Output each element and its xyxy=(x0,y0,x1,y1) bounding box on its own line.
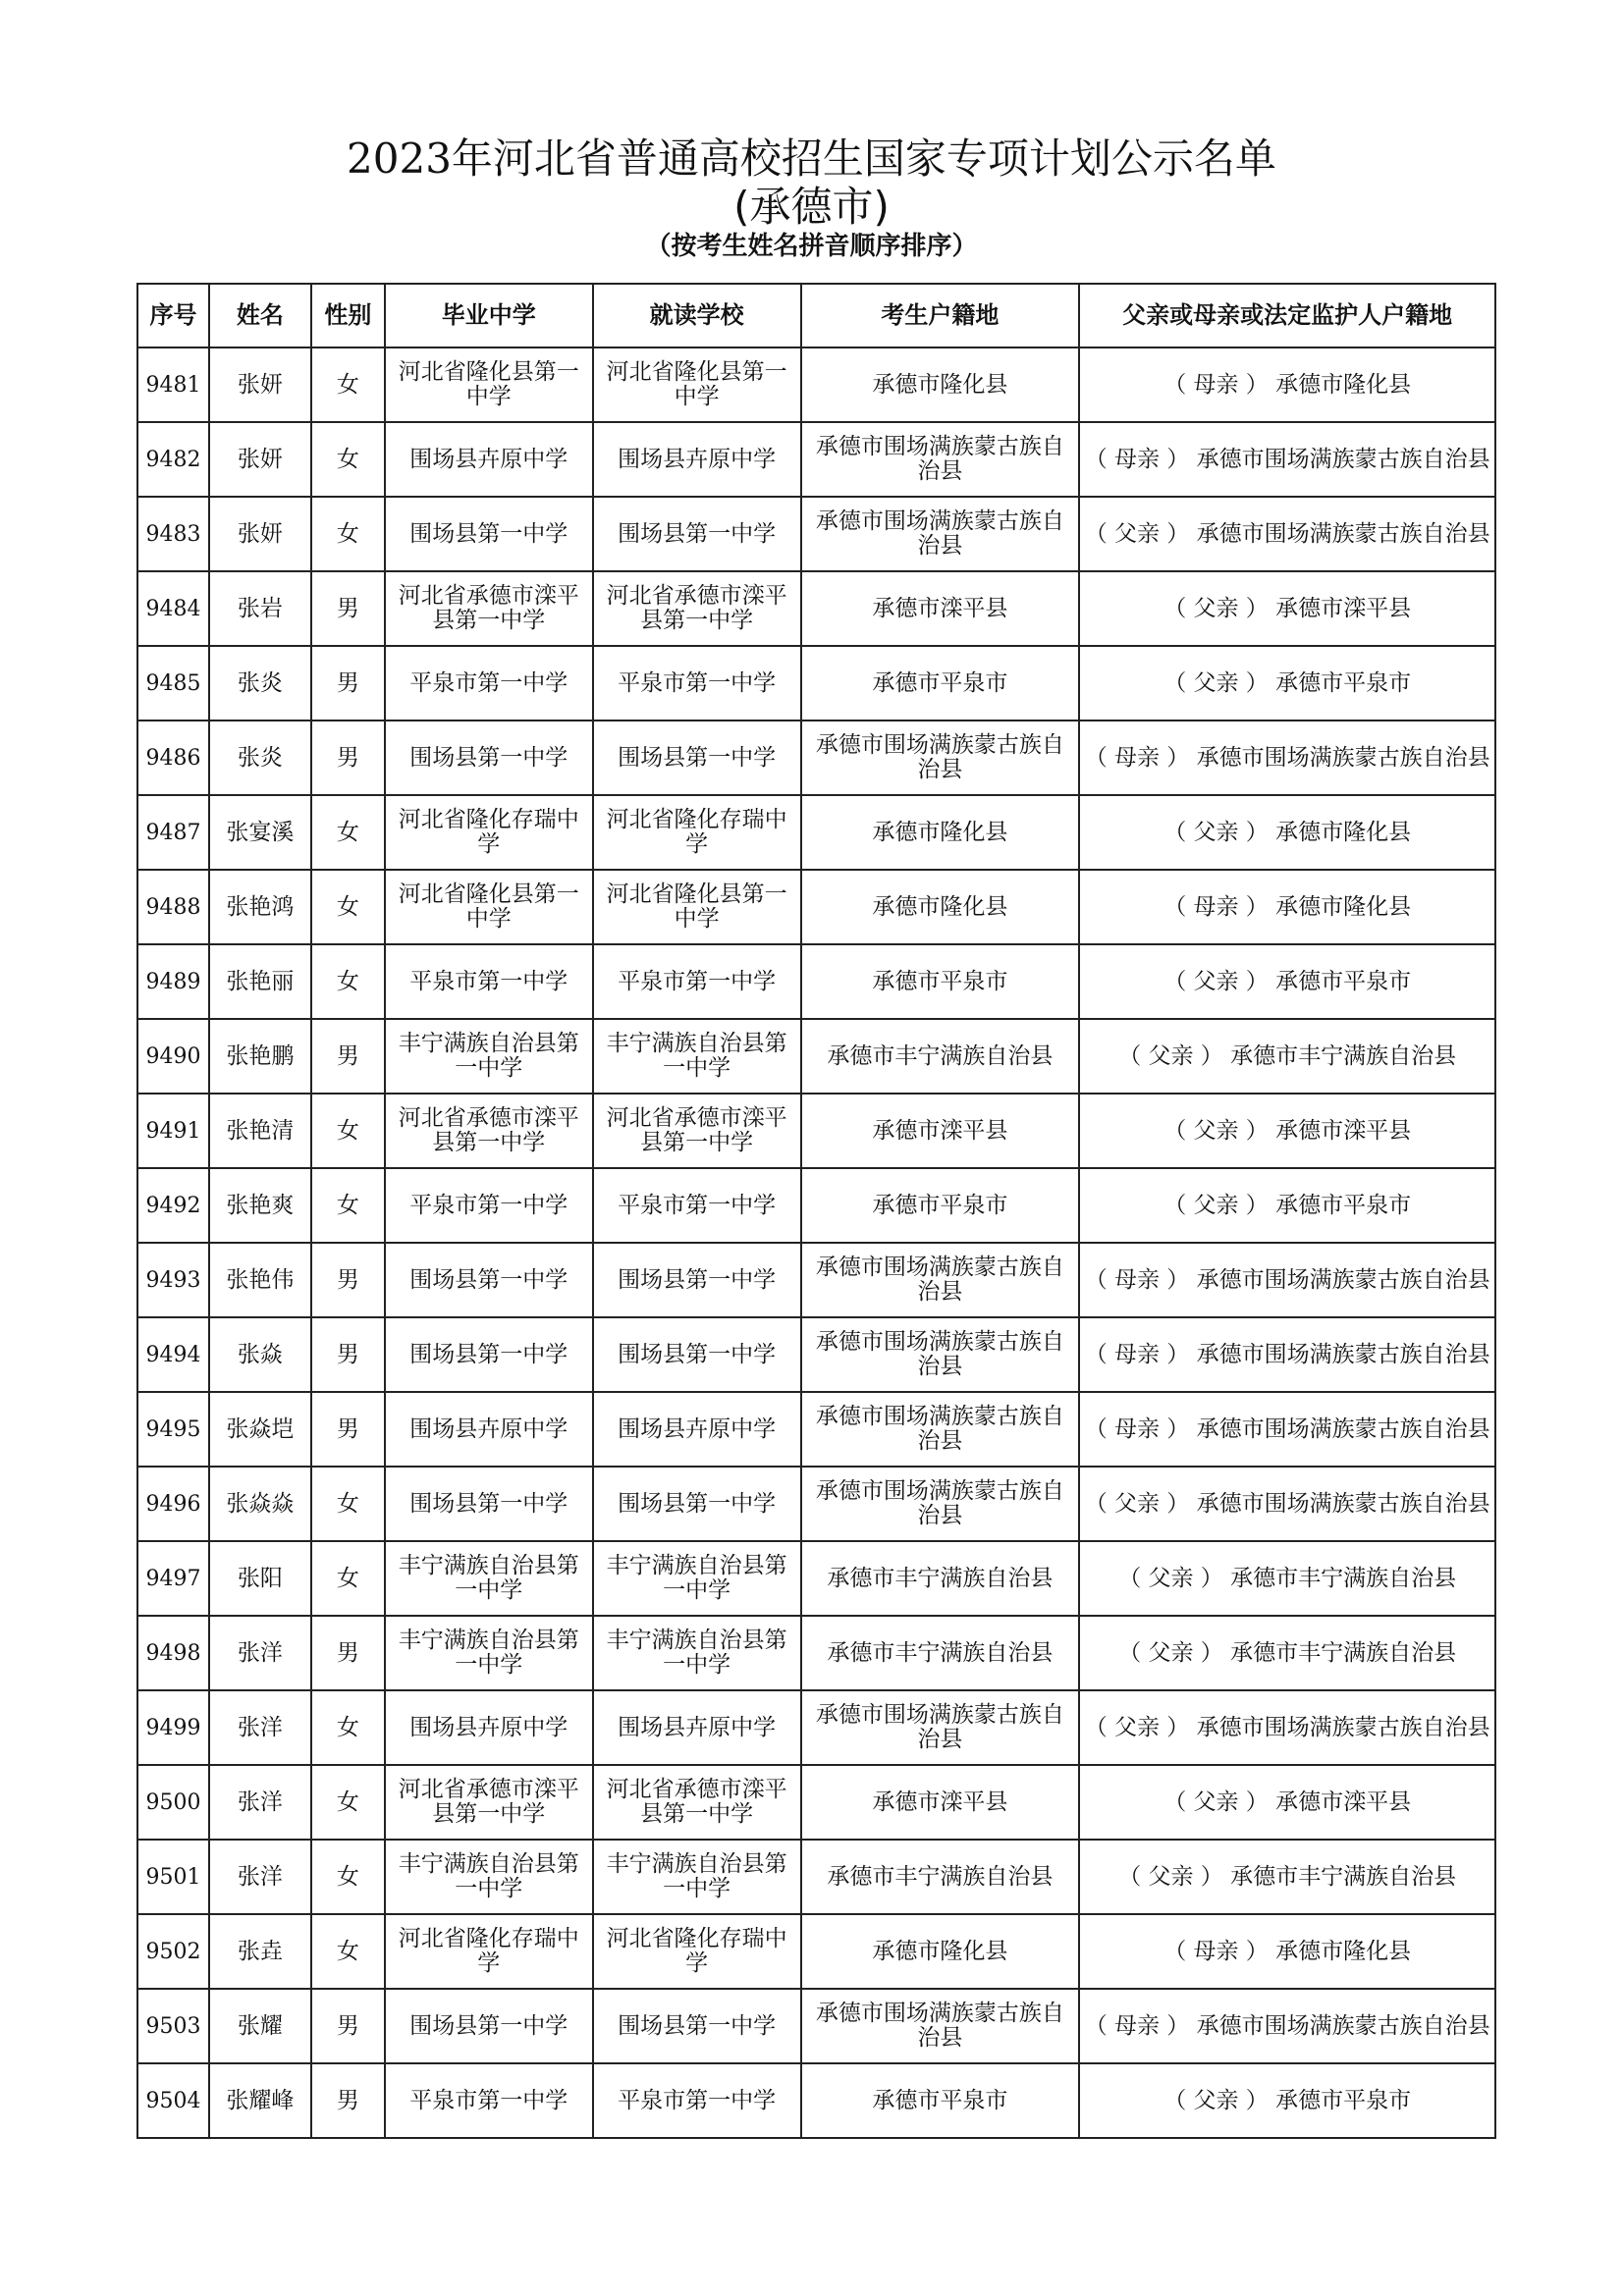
examinee-hukou-cell: 承德市滦平县 xyxy=(801,1094,1080,1168)
examinee-hukou-cell: 承德市隆化县 xyxy=(801,795,1080,870)
name-cell: 张妍 xyxy=(209,347,311,422)
gender-cell: 男 xyxy=(311,1989,385,2063)
gender-cell: 男 xyxy=(311,1243,385,1317)
seq-cell: 9499 xyxy=(137,1690,209,1765)
table-row xyxy=(137,1616,1495,1690)
guardian-hukou-cell: （ 母亲 ） 承德市隆化县 xyxy=(1079,870,1495,944)
table-row xyxy=(137,1243,1495,1317)
guardian-hukou-cell: （ 父亲 ） 承德市平泉市 xyxy=(1079,944,1495,1019)
current-school-cell: 丰宁满族自治县第一中学 xyxy=(593,1840,801,1914)
graduation-school-cell: 河北省隆化县第一中学 xyxy=(385,347,593,422)
graduation-school-cell: 围场县第一中学 xyxy=(385,721,593,795)
name-cell: 张阳 xyxy=(209,1541,311,1616)
guardian-hukou-cell: （ 父亲 ） 承德市丰宁满族自治县 xyxy=(1079,1616,1495,1690)
guardian-hukou-cell: （ 父亲 ） 承德市围场满族蒙古族自治县 xyxy=(1079,1690,1495,1765)
guardian-hukou-cell: （ 父亲 ） 承德市滦平县 xyxy=(1079,571,1495,646)
graduation-school-cell: 平泉市第一中学 xyxy=(385,944,593,1019)
table-row xyxy=(137,1019,1495,1094)
examinee-hukou-cell: 承德市丰宁满族自治县 xyxy=(801,1616,1080,1690)
examinee-hukou-cell: 承德市围场满族蒙古族自治县 xyxy=(801,1243,1080,1317)
graduation-school-cell: 河北省承德市滦平县第一中学 xyxy=(385,571,593,646)
name-cell: 张焱焱 xyxy=(209,1467,311,1541)
graduation-school-cell: 河北省承德市滦平县第一中学 xyxy=(385,1094,593,1168)
examinee-hukou-cell: 承德市隆化县 xyxy=(801,1914,1080,1989)
header-current-school: 就读学校 xyxy=(593,284,801,347)
examinee-hukou-cell: 承德市丰宁满族自治县 xyxy=(801,1019,1080,1094)
seq-cell: 9481 xyxy=(137,347,209,422)
table-row xyxy=(137,870,1495,944)
sort-note: （按考生姓名拼音顺序排序） xyxy=(645,232,978,261)
seq-cell: 9489 xyxy=(137,944,209,1019)
guardian-hukou-cell: （ 父亲 ） 承德市丰宁满族自治县 xyxy=(1079,1019,1495,1094)
table-row xyxy=(137,422,1495,497)
current-school-cell: 围场县卉原中学 xyxy=(593,1392,801,1467)
city-subtitle: (承德市) xyxy=(733,183,890,231)
current-school-cell: 河北省承德市滦平县第一中学 xyxy=(593,1765,801,1840)
table-body xyxy=(137,347,1495,2138)
graduation-school-cell: 丰宁满族自治县第一中学 xyxy=(385,1541,593,1616)
current-school-cell: 丰宁满族自治县第一中学 xyxy=(593,1019,801,1094)
current-school-cell: 围场县第一中学 xyxy=(593,1467,801,1541)
guardian-hukou-cell: （ 父亲 ） 承德市平泉市 xyxy=(1079,1168,1495,1243)
gender-cell: 男 xyxy=(311,1317,385,1392)
examinee-hukou-cell: 承德市围场满族蒙古族自治县 xyxy=(801,1690,1080,1765)
examinee-hukou-cell: 承德市围场满族蒙古族自治县 xyxy=(801,1317,1080,1392)
seq-cell: 9483 xyxy=(137,497,209,571)
current-school-cell: 河北省隆化存瑞中学 xyxy=(593,1914,801,1989)
header-examinee-hukou: 考生户籍地 xyxy=(801,284,1080,347)
name-cell: 张洋 xyxy=(209,1840,311,1914)
gender-cell: 女 xyxy=(311,1467,385,1541)
current-school-cell: 丰宁满族自治县第一中学 xyxy=(593,1541,801,1616)
header-guardian-hukou: 父亲或母亲或法定监护人户籍地 xyxy=(1079,284,1495,347)
name-cell: 张洋 xyxy=(209,1616,311,1690)
table-header-row xyxy=(137,284,1495,347)
guardian-hukou-cell: （ 母亲 ） 承德市围场满族蒙古族自治县 xyxy=(1079,422,1495,497)
name-cell: 张妍 xyxy=(209,497,311,571)
name-cell: 张焱垲 xyxy=(209,1392,311,1467)
examinee-hukou-cell: 承德市隆化县 xyxy=(801,870,1080,944)
examinee-hukou-cell: 承德市滦平县 xyxy=(801,1765,1080,1840)
name-cell: 张艳鸿 xyxy=(209,870,311,944)
graduation-school-cell: 丰宁满族自治县第一中学 xyxy=(385,1019,593,1094)
gender-cell: 女 xyxy=(311,1840,385,1914)
graduation-school-cell: 河北省隆化县第一中学 xyxy=(385,870,593,944)
current-school-cell: 河北省承德市滦平县第一中学 xyxy=(593,571,801,646)
graduation-school-cell: 河北省隆化存瑞中学 xyxy=(385,1914,593,1989)
table-row xyxy=(137,721,1495,795)
seq-cell: 9493 xyxy=(137,1243,209,1317)
current-school-cell: 平泉市第一中学 xyxy=(593,944,801,1019)
examinee-hukou-cell: 承德市平泉市 xyxy=(801,2063,1080,2138)
roster-table xyxy=(136,283,1496,2139)
name-cell: 张岩 xyxy=(209,571,311,646)
graduation-school-cell: 平泉市第一中学 xyxy=(385,2063,593,2138)
table-row xyxy=(137,1541,1495,1616)
graduation-school-cell: 河北省承德市滦平县第一中学 xyxy=(385,1765,593,1840)
gender-cell: 女 xyxy=(311,795,385,870)
examinee-hukou-cell: 承德市丰宁满族自治县 xyxy=(801,1840,1080,1914)
guardian-hukou-cell: （ 父亲 ） 承德市平泉市 xyxy=(1079,646,1495,721)
examinee-hukou-cell: 承德市平泉市 xyxy=(801,646,1080,721)
graduation-school-cell: 围场县卉原中学 xyxy=(385,422,593,497)
examinee-hukou-cell: 承德市围场满族蒙古族自治县 xyxy=(801,497,1080,571)
current-school-cell: 河北省隆化存瑞中学 xyxy=(593,795,801,870)
seq-cell: 9496 xyxy=(137,1467,209,1541)
graduation-school-cell: 平泉市第一中学 xyxy=(385,1168,593,1243)
table-row xyxy=(137,1317,1495,1392)
seq-cell: 9503 xyxy=(137,1989,209,2063)
table-row xyxy=(137,795,1495,870)
table-row xyxy=(137,1690,1495,1765)
guardian-hukou-cell: （ 父亲 ） 承德市隆化县 xyxy=(1079,795,1495,870)
guardian-hukou-cell: （ 母亲 ） 承德市围场满族蒙古族自治县 xyxy=(1079,1989,1495,2063)
table-row xyxy=(137,1989,1495,2063)
gender-cell: 男 xyxy=(311,571,385,646)
seq-cell: 9492 xyxy=(137,1168,209,1243)
seq-cell: 9494 xyxy=(137,1317,209,1392)
seq-cell: 9486 xyxy=(137,721,209,795)
name-cell: 张艳鹏 xyxy=(209,1019,311,1094)
header-name: 姓名 xyxy=(209,284,311,347)
current-school-cell: 河北省隆化县第一中学 xyxy=(593,347,801,422)
gender-cell: 男 xyxy=(311,1392,385,1467)
table-row xyxy=(137,347,1495,422)
header-graduation-school: 毕业中学 xyxy=(385,284,593,347)
current-school-cell: 围场县第一中学 xyxy=(593,1317,801,1392)
guardian-hukou-cell: （ 父亲 ） 承德市滦平县 xyxy=(1079,1765,1495,1840)
graduation-school-cell: 围场县第一中学 xyxy=(385,1243,593,1317)
examinee-hukou-cell: 承德市滦平县 xyxy=(801,571,1080,646)
seq-cell: 9490 xyxy=(137,1019,209,1094)
gender-cell: 男 xyxy=(311,721,385,795)
seq-cell: 9482 xyxy=(137,422,209,497)
name-cell: 张炎 xyxy=(209,646,311,721)
table-row xyxy=(137,2063,1495,2138)
gender-cell: 女 xyxy=(311,870,385,944)
name-cell: 张艳爽 xyxy=(209,1168,311,1243)
seq-cell: 9495 xyxy=(137,1392,209,1467)
graduation-school-cell: 丰宁满族自治县第一中学 xyxy=(385,1840,593,1914)
graduation-school-cell: 围场县第一中学 xyxy=(385,1989,593,2063)
current-school-cell: 围场县第一中学 xyxy=(593,721,801,795)
gender-cell: 女 xyxy=(311,944,385,1019)
current-school-cell: 围场县卉原中学 xyxy=(593,422,801,497)
seq-cell: 9485 xyxy=(137,646,209,721)
guardian-hukou-cell: （ 母亲 ） 承德市隆化县 xyxy=(1079,347,1495,422)
name-cell: 张艳清 xyxy=(209,1094,311,1168)
table-row xyxy=(137,571,1495,646)
table-row xyxy=(137,944,1495,1019)
seq-cell: 9484 xyxy=(137,571,209,646)
gender-cell: 女 xyxy=(311,1168,385,1243)
name-cell: 张耀峰 xyxy=(209,2063,311,2138)
seq-cell: 9502 xyxy=(137,1914,209,1989)
seq-cell: 9497 xyxy=(137,1541,209,1616)
gender-cell: 女 xyxy=(311,497,385,571)
seq-cell: 9487 xyxy=(137,795,209,870)
guardian-hukou-cell: （ 父亲 ） 承德市滦平县 xyxy=(1079,1094,1495,1168)
name-cell: 张洋 xyxy=(209,1765,311,1840)
graduation-school-cell: 围场县第一中学 xyxy=(385,1467,593,1541)
table-row xyxy=(137,646,1495,721)
name-cell: 张宴溪 xyxy=(209,795,311,870)
current-school-cell: 围场县第一中学 xyxy=(593,1243,801,1317)
header-seq: 序号 xyxy=(137,284,209,347)
gender-cell: 女 xyxy=(311,1914,385,1989)
seq-cell: 9488 xyxy=(137,870,209,944)
current-school-cell: 丰宁满族自治县第一中学 xyxy=(593,1616,801,1690)
gender-cell: 女 xyxy=(311,422,385,497)
table-row xyxy=(137,497,1495,571)
gender-cell: 女 xyxy=(311,1690,385,1765)
current-school-cell: 围场县第一中学 xyxy=(593,497,801,571)
current-school-cell: 河北省承德市滦平县第一中学 xyxy=(593,1094,801,1168)
gender-cell: 男 xyxy=(311,646,385,721)
table-row xyxy=(137,1392,1495,1467)
examinee-hukou-cell: 承德市平泉市 xyxy=(801,944,1080,1019)
name-cell: 张炎 xyxy=(209,721,311,795)
graduation-school-cell: 围场县卉原中学 xyxy=(385,1392,593,1467)
examinee-hukou-cell: 承德市围场满族蒙古族自治县 xyxy=(801,1467,1080,1541)
examinee-hukou-cell: 承德市围场满族蒙古族自治县 xyxy=(801,721,1080,795)
table-row xyxy=(137,1467,1495,1541)
guardian-hukou-cell: （ 父亲 ） 承德市丰宁满族自治县 xyxy=(1079,1541,1495,1616)
graduation-school-cell: 丰宁满族自治县第一中学 xyxy=(385,1616,593,1690)
seq-cell: 9501 xyxy=(137,1840,209,1914)
seq-cell: 9491 xyxy=(137,1094,209,1168)
gender-cell: 女 xyxy=(311,347,385,422)
examinee-hukou-cell: 承德市围场满族蒙古族自治县 xyxy=(801,1392,1080,1467)
current-school-cell: 围场县卉原中学 xyxy=(593,1690,801,1765)
current-school-cell: 平泉市第一中学 xyxy=(593,1168,801,1243)
graduation-school-cell: 围场县第一中学 xyxy=(385,1317,593,1392)
table-row xyxy=(137,1168,1495,1243)
guardian-hukou-cell: （ 父亲 ） 承德市丰宁满族自治县 xyxy=(1079,1840,1495,1914)
name-cell: 张艳伟 xyxy=(209,1243,311,1317)
examinee-hukou-cell: 承德市围场满族蒙古族自治县 xyxy=(801,422,1080,497)
guardian-hukou-cell: （ 母亲 ） 承德市隆化县 xyxy=(1079,1914,1495,1989)
name-cell: 张垚 xyxy=(209,1914,311,1989)
guardian-hukou-cell: （ 父亲 ） 承德市围场满族蒙古族自治县 xyxy=(1079,1467,1495,1541)
header-gender: 性别 xyxy=(311,284,385,347)
guardian-hukou-cell: （ 母亲 ） 承德市围场满族蒙古族自治县 xyxy=(1079,721,1495,795)
table-row xyxy=(137,1840,1495,1914)
gender-cell: 男 xyxy=(311,2063,385,2138)
guardian-hukou-cell: （ 母亲 ） 承德市围场满族蒙古族自治县 xyxy=(1079,1317,1495,1392)
gender-cell: 男 xyxy=(311,1019,385,1094)
current-school-cell: 平泉市第一中学 xyxy=(593,2063,801,2138)
current-school-cell: 平泉市第一中学 xyxy=(593,646,801,721)
seq-cell: 9500 xyxy=(137,1765,209,1840)
guardian-hukou-cell: （ 父亲 ） 承德市平泉市 xyxy=(1079,2063,1495,2138)
gender-cell: 女 xyxy=(311,1094,385,1168)
table-row xyxy=(137,1914,1495,1989)
current-school-cell: 河北省隆化县第一中学 xyxy=(593,870,801,944)
examinee-hukou-cell: 承德市围场满族蒙古族自治县 xyxy=(801,1989,1080,2063)
name-cell: 张妍 xyxy=(209,422,311,497)
name-cell: 张耀 xyxy=(209,1989,311,2063)
gender-cell: 女 xyxy=(311,1541,385,1616)
gender-cell: 女 xyxy=(311,1765,385,1840)
table-row xyxy=(137,1765,1495,1840)
seq-cell: 9498 xyxy=(137,1616,209,1690)
seq-cell: 9504 xyxy=(137,2063,209,2138)
examinee-hukou-cell: 承德市丰宁满族自治县 xyxy=(801,1541,1080,1616)
graduation-school-cell: 平泉市第一中学 xyxy=(385,646,593,721)
graduation-school-cell: 围场县卉原中学 xyxy=(385,1690,593,1765)
gender-cell: 男 xyxy=(311,1616,385,1690)
graduation-school-cell: 围场县第一中学 xyxy=(385,497,593,571)
current-school-cell: 围场县第一中学 xyxy=(593,1989,801,2063)
name-cell: 张洋 xyxy=(209,1690,311,1765)
guardian-hukou-cell: （ 母亲 ） 承德市围场满族蒙古族自治县 xyxy=(1079,1243,1495,1317)
table-row xyxy=(137,1094,1495,1168)
page-title: 2023年河北省普通高校招生国家专项计划公示名单 xyxy=(347,134,1276,183)
guardian-hukou-cell: （ 父亲 ） 承德市围场满族蒙古族自治县 xyxy=(1079,497,1495,571)
name-cell: 张艳丽 xyxy=(209,944,311,1019)
graduation-school-cell: 河北省隆化存瑞中学 xyxy=(385,795,593,870)
name-cell: 张焱 xyxy=(209,1317,311,1392)
examinee-hukou-cell: 承德市平泉市 xyxy=(801,1168,1080,1243)
examinee-hukou-cell: 承德市隆化县 xyxy=(801,347,1080,422)
guardian-hukou-cell: （ 母亲 ） 承德市围场满族蒙古族自治县 xyxy=(1079,1392,1495,1467)
